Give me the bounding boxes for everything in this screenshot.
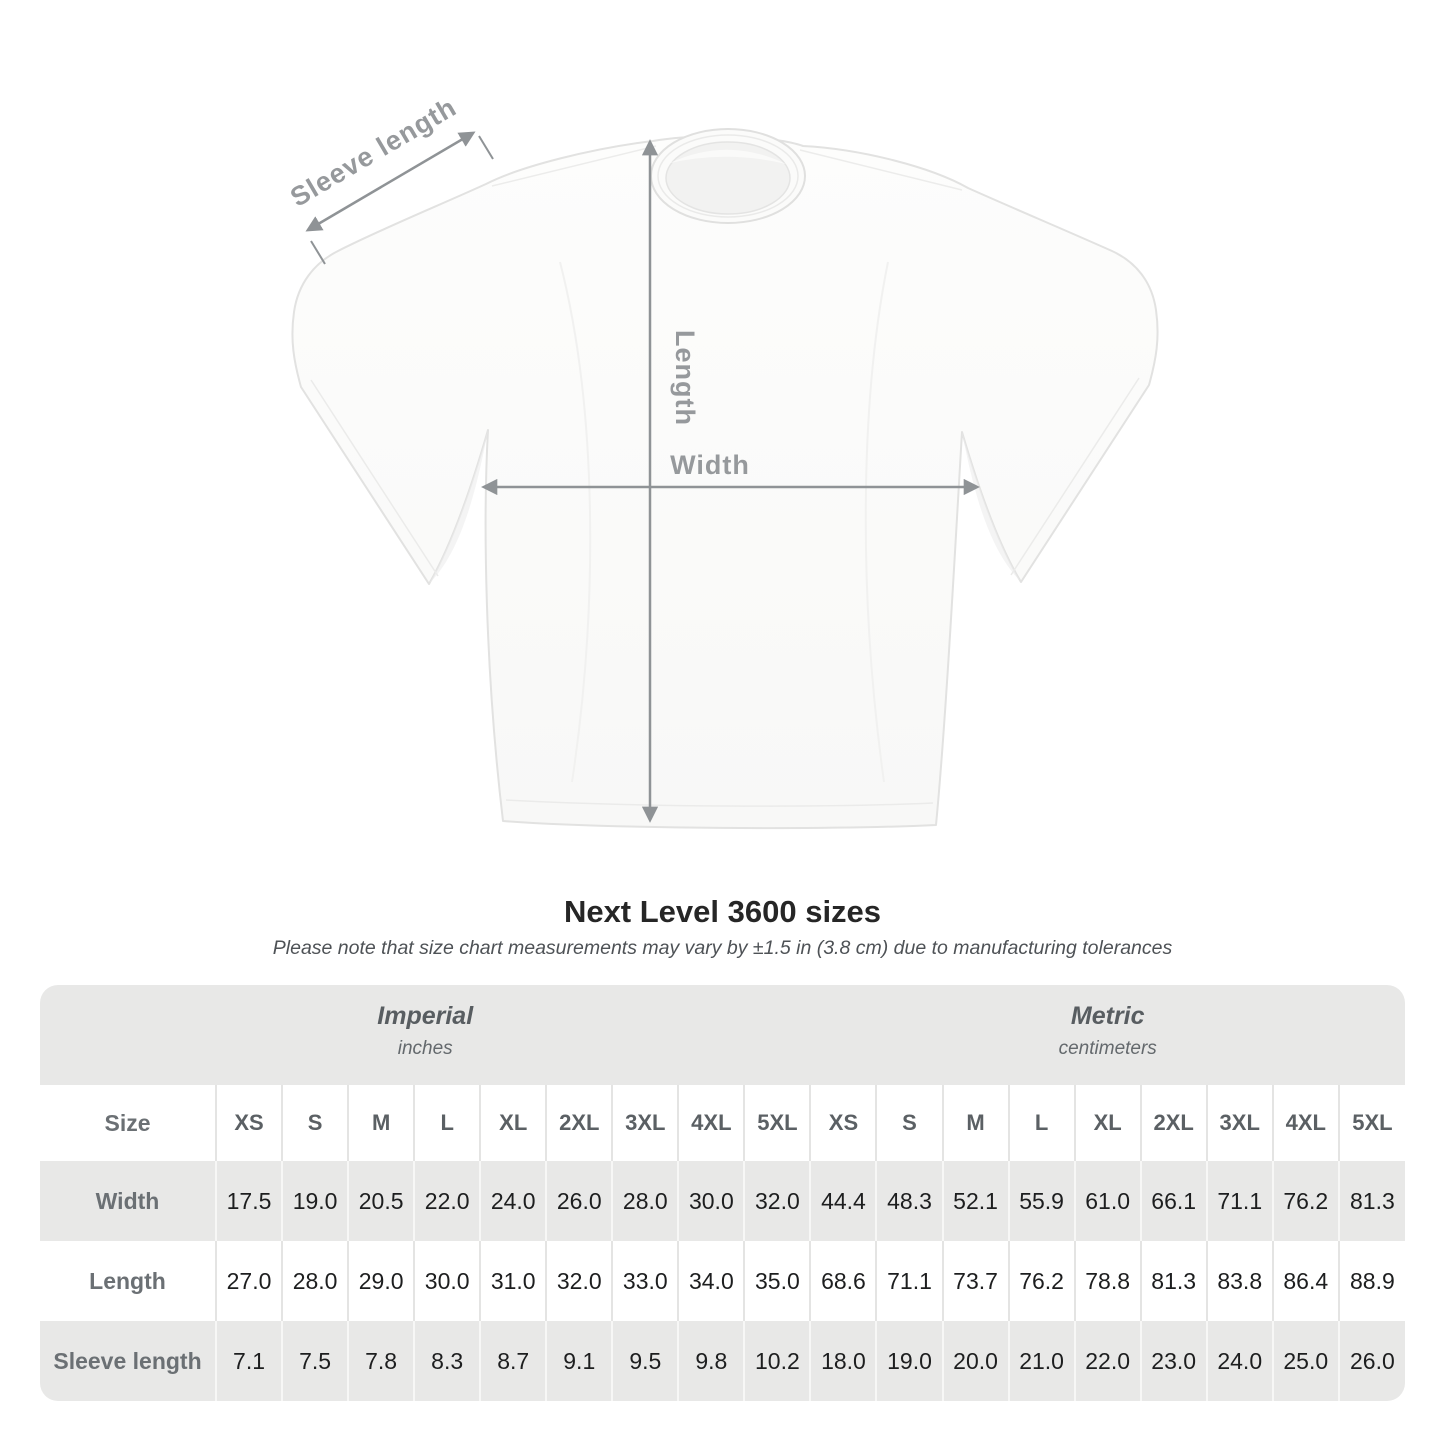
- value-cell: 83.8: [1207, 1241, 1273, 1321]
- value-cell: 68.6: [810, 1241, 876, 1321]
- value-cell: 22.0: [414, 1161, 480, 1241]
- value-cell: 7.8: [348, 1321, 414, 1401]
- value-cell: 19.0: [282, 1161, 348, 1241]
- value-cell: 20.0: [943, 1321, 1009, 1401]
- value-cell: 27.0: [216, 1241, 282, 1321]
- sleeve-arrow-start-tick: [311, 241, 325, 264]
- width-label: Width: [670, 450, 750, 480]
- row-label: Width: [95, 1187, 160, 1214]
- page-title: Next Level 3600 sizes: [563, 894, 882, 929]
- value-cell: 9.5: [612, 1321, 678, 1401]
- size-cell: M: [348, 1085, 414, 1161]
- value-cell: 55.9: [1009, 1161, 1075, 1241]
- value-cell: 18.0: [810, 1321, 876, 1401]
- value-cell: 71.1: [1207, 1161, 1273, 1241]
- value-cell: 9.1: [546, 1321, 612, 1401]
- value-cell: 23.0: [1141, 1321, 1207, 1401]
- metric-label: Metric: [1070, 1001, 1145, 1030]
- row-label: Length: [89, 1267, 166, 1294]
- value-cell: 26.0: [546, 1161, 612, 1241]
- value-cell: 7.5: [282, 1321, 348, 1401]
- value-cell: 28.0: [282, 1241, 348, 1321]
- tolerance-note: Please note that size chart measurements may vary by ±1.5 in (3.8 cm) due to manufacturing tolerances: [272, 937, 1173, 959]
- length-label: Length: [670, 330, 700, 426]
- size-column-header: Size: [104, 1109, 151, 1136]
- size-cell: 4XL: [1273, 1085, 1339, 1161]
- value-cell: 7.1: [216, 1321, 282, 1401]
- size-cell: XS: [216, 1085, 282, 1161]
- value-cell: 17.5: [216, 1161, 282, 1241]
- value-cell: 8.7: [480, 1321, 546, 1401]
- value-cell: 44.4: [810, 1161, 876, 1241]
- row-label: Sleeve length: [53, 1347, 202, 1374]
- size-cell: 2XL: [1141, 1085, 1207, 1161]
- size-cell: M: [943, 1085, 1009, 1161]
- size-cell: L: [414, 1085, 480, 1161]
- size-cell: L: [1009, 1085, 1075, 1161]
- value-cell: 21.0: [1009, 1321, 1075, 1401]
- collar: [651, 129, 805, 223]
- sleeve-length-label: Sleeve length: [285, 91, 462, 213]
- value-cell: 9.8: [678, 1321, 744, 1401]
- unit-header-row: [40, 985, 1405, 1085]
- size-cell: XL: [1075, 1085, 1141, 1161]
- size-table: [40, 985, 1405, 1401]
- value-cell: 32.0: [744, 1161, 810, 1241]
- value-cell: 24.0: [480, 1161, 546, 1241]
- size-cell: 5XL: [744, 1085, 810, 1161]
- size-cell: 5XL: [1339, 1085, 1405, 1161]
- value-cell: 76.2: [1273, 1161, 1339, 1241]
- imperial-unit: inches: [397, 1037, 453, 1059]
- size-header-row: [40, 1085, 1405, 1161]
- value-cell: 10.2: [744, 1321, 810, 1401]
- value-cell: 24.0: [1207, 1321, 1273, 1401]
- value-cell: 78.8: [1075, 1241, 1141, 1321]
- value-cell: 81.3: [1339, 1161, 1405, 1241]
- size-cell: XL: [480, 1085, 546, 1161]
- value-cell: 52.1: [943, 1161, 1009, 1241]
- value-cell: 33.0: [612, 1241, 678, 1321]
- value-cell: 31.0: [480, 1241, 546, 1321]
- value-cell: 48.3: [876, 1161, 942, 1241]
- table-row-length: [40, 1241, 1405, 1321]
- metric-unit: centimeters: [1058, 1037, 1157, 1059]
- value-cell: 35.0: [744, 1241, 810, 1321]
- value-cell: 76.2: [1009, 1241, 1075, 1321]
- value-cell: 28.0: [612, 1161, 678, 1241]
- size-cell: S: [876, 1085, 942, 1161]
- size-cell: S: [282, 1085, 348, 1161]
- value-cell: 66.1: [1141, 1161, 1207, 1241]
- value-cell: 88.9: [1339, 1241, 1405, 1321]
- sleeve-arrow-end-tick: [479, 136, 493, 159]
- value-cell: 29.0: [348, 1241, 414, 1321]
- value-cell: 73.7: [943, 1241, 1009, 1321]
- value-cell: 22.0: [1075, 1321, 1141, 1401]
- size-cell: 4XL: [678, 1085, 744, 1161]
- value-cell: 30.0: [678, 1161, 744, 1241]
- value-cell: 61.0: [1075, 1161, 1141, 1241]
- value-cell: 34.0: [678, 1241, 744, 1321]
- size-cell: 2XL: [546, 1085, 612, 1161]
- size-cell: XS: [810, 1085, 876, 1161]
- value-cell: 25.0: [1273, 1321, 1339, 1401]
- size-cell: 3XL: [612, 1085, 678, 1161]
- value-cell: 32.0: [546, 1241, 612, 1321]
- value-cell: 19.0: [876, 1321, 942, 1401]
- imperial-label: Imperial: [377, 1001, 474, 1030]
- value-cell: 71.1: [876, 1241, 942, 1321]
- value-cell: 8.3: [414, 1321, 480, 1401]
- value-cell: 20.5: [348, 1161, 414, 1241]
- value-cell: 81.3: [1141, 1241, 1207, 1321]
- imperial-header: [40, 985, 810, 1085]
- metric-header: [810, 985, 1405, 1085]
- value-cell: 86.4: [1273, 1241, 1339, 1321]
- value-cell: 30.0: [414, 1241, 480, 1321]
- table-row-sleeve-length: [40, 1321, 1405, 1401]
- table-row-width: [40, 1161, 1405, 1241]
- value-cell: 26.0: [1339, 1321, 1405, 1401]
- size-cell: 3XL: [1207, 1085, 1273, 1161]
